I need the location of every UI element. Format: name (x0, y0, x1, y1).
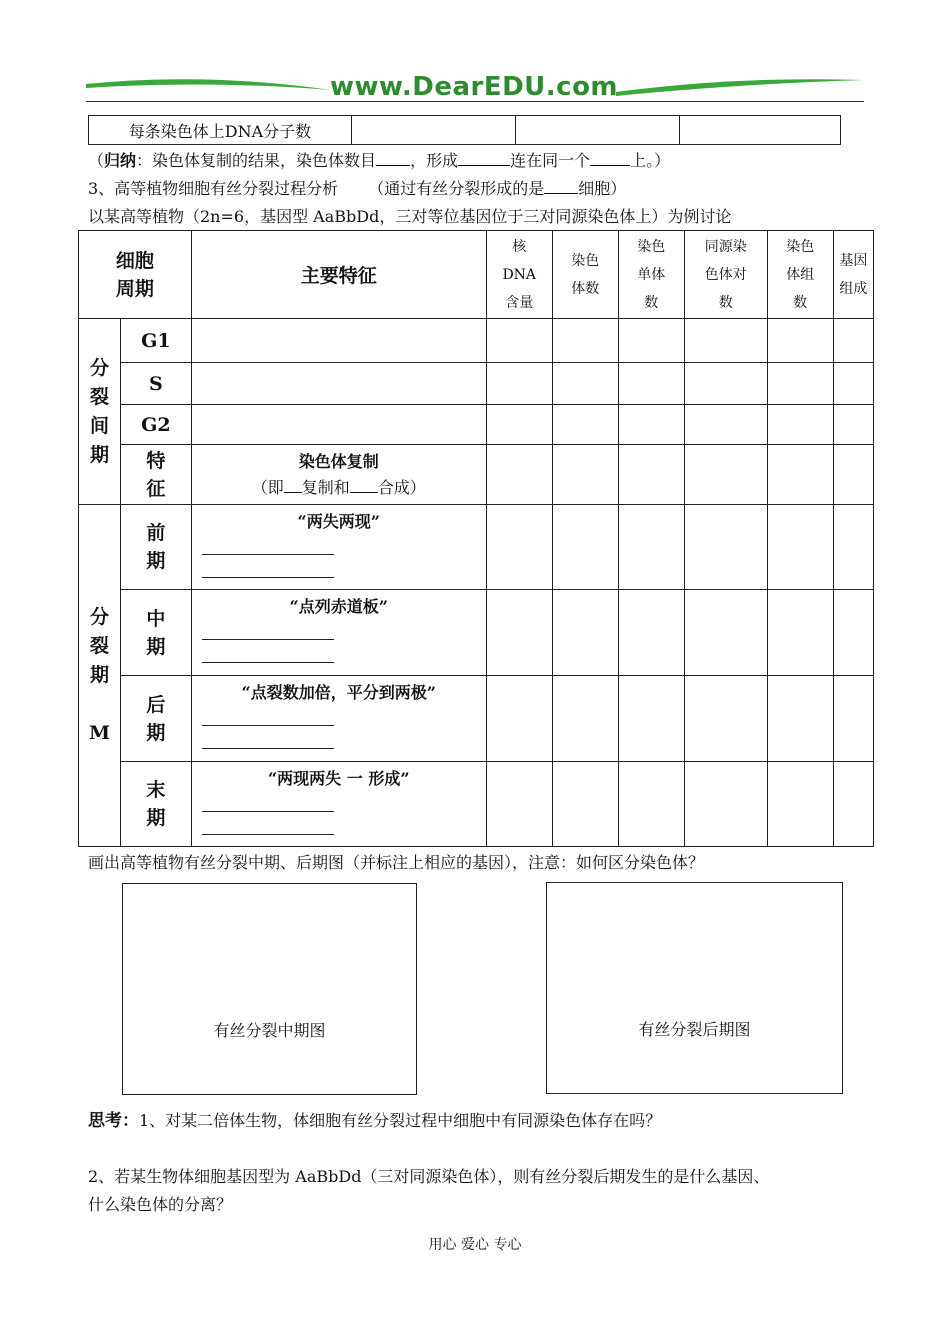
value-cell[interactable] (486, 445, 552, 505)
prophase-feature: “两失两现” (191, 505, 486, 590)
answer-line[interactable] (202, 789, 334, 812)
header-sets: 染色 体组 数 (767, 231, 833, 319)
value-cell[interactable] (552, 590, 618, 676)
value-cell[interactable] (833, 445, 873, 505)
value-cell[interactable] (552, 405, 618, 445)
feature-cell[interactable] (191, 319, 486, 363)
value-cell[interactable] (618, 762, 684, 847)
blank[interactable] (590, 150, 630, 166)
summary-title: 归纳 (104, 151, 137, 170)
value-cell[interactable] (552, 445, 618, 505)
thinking-title: 思考： (88, 1111, 139, 1131)
section3-example: 以某高等植物（2n=6，基因型 AaBbDd，三对等位基因位于三对同源染色体上）为例讨论 (88, 207, 732, 226)
value-cell[interactable] (552, 505, 618, 590)
value-cell[interactable] (618, 505, 684, 590)
section3-title-line: 3、高等植物细胞有丝分裂过程分析 （通过有丝分裂形成的是 细胞） (88, 179, 627, 198)
value-cell[interactable] (833, 505, 873, 590)
blank[interactable] (376, 150, 410, 166)
value-cell[interactable] (618, 590, 684, 676)
value-cell[interactable] (833, 590, 873, 676)
logo-swoosh-left (86, 74, 336, 98)
value-cell[interactable] (684, 405, 767, 445)
answer-line[interactable] (202, 726, 334, 749)
value-cell[interactable] (767, 405, 833, 445)
logo-swoosh-right (616, 74, 864, 98)
answer-line[interactable] (202, 703, 334, 726)
value-cell[interactable] (767, 319, 833, 363)
thinking-q2: 2、若某生物体细胞基因型为 AaBbDd（三对同源染色体），则有丝分裂后期发生的是什么基因、 (88, 1167, 770, 1186)
answer-line[interactable] (202, 617, 334, 640)
answer-line[interactable] (202, 812, 334, 835)
header-cycle: 细胞 周期 (79, 231, 192, 319)
value-cell[interactable] (618, 363, 684, 405)
thinking-q2-cont: 什么染色体的分离？ (88, 1195, 233, 1214)
footer-motto: 用心 爱心 专心 (428, 1237, 522, 1253)
stage-anaphase: 后 期 (121, 676, 192, 762)
value-cell[interactable] (684, 590, 767, 676)
mitosis-label: 分 裂 期 M (79, 505, 121, 847)
top-row-label: 每条染色体上DNA分子数 (89, 116, 352, 145)
anaphase-feature: “点裂数加倍，平分到两极” (191, 676, 486, 762)
value-cell[interactable] (552, 762, 618, 847)
value-cell[interactable] (684, 445, 767, 505)
box-label: 有丝分裂中期图 (213, 1021, 326, 1040)
header-dna: 核 DNA 含量 (486, 231, 552, 319)
stage-prophase: 前 期 (121, 505, 192, 590)
value-cell[interactable] (833, 762, 873, 847)
value-cell[interactable] (618, 319, 684, 363)
header-rule (86, 101, 864, 102)
value-cell[interactable] (767, 676, 833, 762)
value-cell[interactable] (486, 676, 552, 762)
value-cell[interactable] (833, 319, 873, 363)
feature-cell[interactable] (191, 405, 486, 445)
value-cell[interactable] (618, 676, 684, 762)
value-cell[interactable] (684, 363, 767, 405)
anaphase-drawing-box[interactable] (546, 882, 843, 1094)
logo-text: www.DearEDU.com (329, 72, 619, 102)
blank[interactable] (284, 477, 302, 493)
value-cell[interactable] (684, 762, 767, 847)
value-cell[interactable] (767, 445, 833, 505)
stage-feature-label: 特 征 (121, 445, 192, 505)
header-homolog: 同源染 色体对 数 (684, 231, 767, 319)
header-chromosome: 染色 体数 (552, 231, 618, 319)
answer-line[interactable] (202, 532, 334, 555)
summary-line: （归纳：染色体复制的结果，染色体数目 ，形成 连在同一个 上。） (88, 151, 671, 170)
feature-cell[interactable] (191, 363, 486, 405)
stage-metaphase: 中 期 (121, 590, 192, 676)
value-cell[interactable] (486, 505, 552, 590)
value-cell[interactable] (684, 505, 767, 590)
header-chromatid: 染色 单体 数 (618, 231, 684, 319)
mitosis-table (78, 230, 874, 847)
value-cell[interactable] (486, 405, 552, 445)
value-cell[interactable] (767, 590, 833, 676)
section-title: 3、高等植物细胞有丝分裂过程分析 (88, 179, 339, 198)
answer-line[interactable] (202, 640, 334, 663)
blank[interactable] (458, 150, 510, 166)
value-cell[interactable] (767, 505, 833, 590)
value-cell[interactable] (833, 676, 873, 762)
blank[interactable] (350, 477, 378, 493)
header-features: 主要特征 (191, 231, 486, 319)
value-cell[interactable] (833, 363, 873, 405)
telophase-feature: “两现两失 一 形成” (191, 762, 486, 847)
drawing-instruction: 画出高等植物有丝分裂中期、后期图（并标注上相应的基因），注意：如何区分染色体？ (88, 853, 705, 872)
metaphase-feature: “点列赤道板” (191, 590, 486, 676)
interphase-label: 分 裂 间 期 (79, 319, 121, 505)
stage-telophase: 末 期 (121, 762, 192, 847)
value-cell[interactable] (486, 590, 552, 676)
value-cell[interactable] (486, 319, 552, 363)
interphase-feature: 染色体复制 （即 复制和 合成） (191, 445, 486, 505)
stage-s: S (121, 363, 192, 405)
value-cell[interactable] (767, 762, 833, 847)
value-cell[interactable] (552, 363, 618, 405)
top-row-cell[interactable] (516, 116, 680, 145)
value-cell[interactable] (552, 676, 618, 762)
value-cell[interactable] (552, 319, 618, 363)
top-row-table (88, 115, 841, 145)
blank[interactable] (544, 178, 578, 194)
value-cell[interactable] (618, 445, 684, 505)
header-genes: 基因 组成 (833, 231, 873, 319)
value-cell[interactable] (684, 319, 767, 363)
top-row-cell[interactable] (352, 116, 516, 145)
metaphase-drawing-box[interactable] (122, 883, 417, 1095)
value-cell[interactable] (486, 363, 552, 405)
value-cell[interactable] (833, 405, 873, 445)
value-cell[interactable] (486, 762, 552, 847)
box-label: 有丝分裂后期图 (638, 1020, 751, 1039)
answer-line[interactable] (202, 555, 334, 578)
value-cell[interactable] (618, 405, 684, 445)
stage-g1: G1 (121, 319, 192, 363)
thinking-q1: 思考：1、对某二倍体生物，体细胞有丝分裂过程中细胞中有同源染色体存在吗？ (88, 1111, 662, 1131)
stage-g2: G2 (121, 405, 192, 445)
header (86, 70, 864, 106)
value-cell[interactable] (684, 676, 767, 762)
value-cell[interactable] (767, 363, 833, 405)
top-row-cell[interactable] (680, 116, 841, 145)
